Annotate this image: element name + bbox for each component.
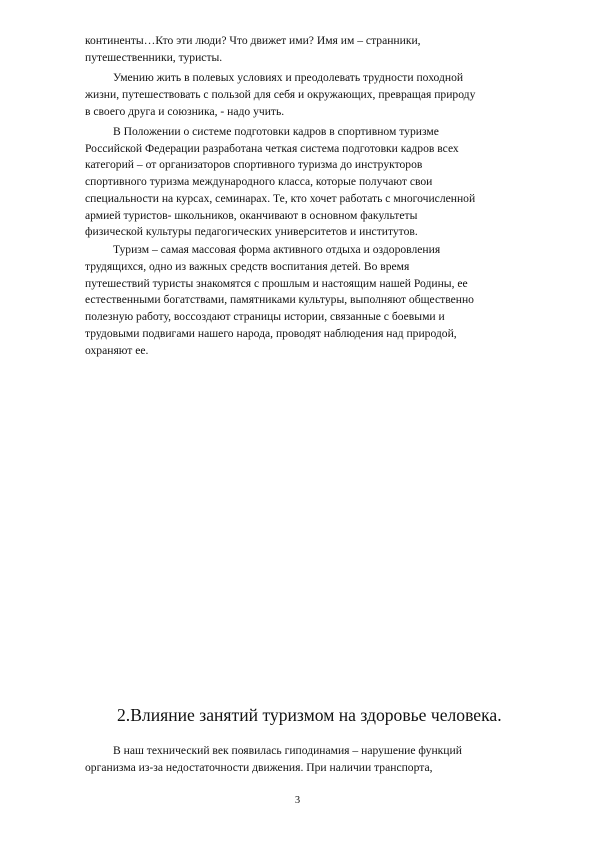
body-line: Туризм – самая массовая форма активного отдыха и оздоровления (113, 243, 441, 256)
body-line: физической культуры педагогических университетов и институтов. (85, 225, 418, 238)
body-line: Российской Федерации разработана четкая система подготовки кадров всех (85, 142, 459, 155)
section-body-line: В наш технический век появилась гиподинамия – нарушение функций (113, 744, 462, 757)
body-line: путешественники, туристы. (85, 51, 223, 64)
body-line: специальности на курсах, семинарах. Те, кто хочет работать с многочисленной (85, 192, 476, 205)
body-line: путешествий туристы знакомятся с прошлым и настоящим нашей Родины, ее (85, 277, 468, 290)
body-line: охраняют ее. (85, 344, 149, 357)
body-line: Умению жить в полевых условиях и преодолевать трудности походной (113, 71, 464, 84)
body-line: армией туристов- школьников, оканчивают в основном факультеты (85, 209, 418, 222)
body-line: спортивного туризма международного класса, которые получают свои (85, 175, 433, 188)
body-line: жизни, путешествовать с пользой для себя и окружающих, превращая природу (85, 88, 476, 101)
body-line: трудящихся, одно из важных средств воспитания детей. Во время (85, 260, 410, 273)
body-line: категорий – от организаторов спортивного туризма до инструкторов (85, 158, 423, 171)
body-line: естественными богатствами, памятниками культуры, выполняют общественно (85, 293, 474, 306)
body-line: трудовыми подвигами нашего народа, проводят наблюдения над природой, (85, 327, 457, 340)
section-body-line: организма из-за недостаточности движения. При наличии транспорта, (85, 761, 433, 774)
body-line: В Положении о системе подготовки кадров в спортивном туризме (113, 125, 439, 138)
body-line: в своего друга и союзника, - надо учить. (85, 105, 285, 118)
body-line: полезную работу, воссоздают страницы истории, связанные с боевыми и (85, 310, 445, 323)
section-heading: 2.Влияние занятий туризмом на здоровье человека. (117, 705, 502, 725)
page-number: 3 (294, 795, 301, 806)
body-line: континенты…Кто эти люди? Что движет ими? Имя им – странники, (85, 34, 421, 47)
